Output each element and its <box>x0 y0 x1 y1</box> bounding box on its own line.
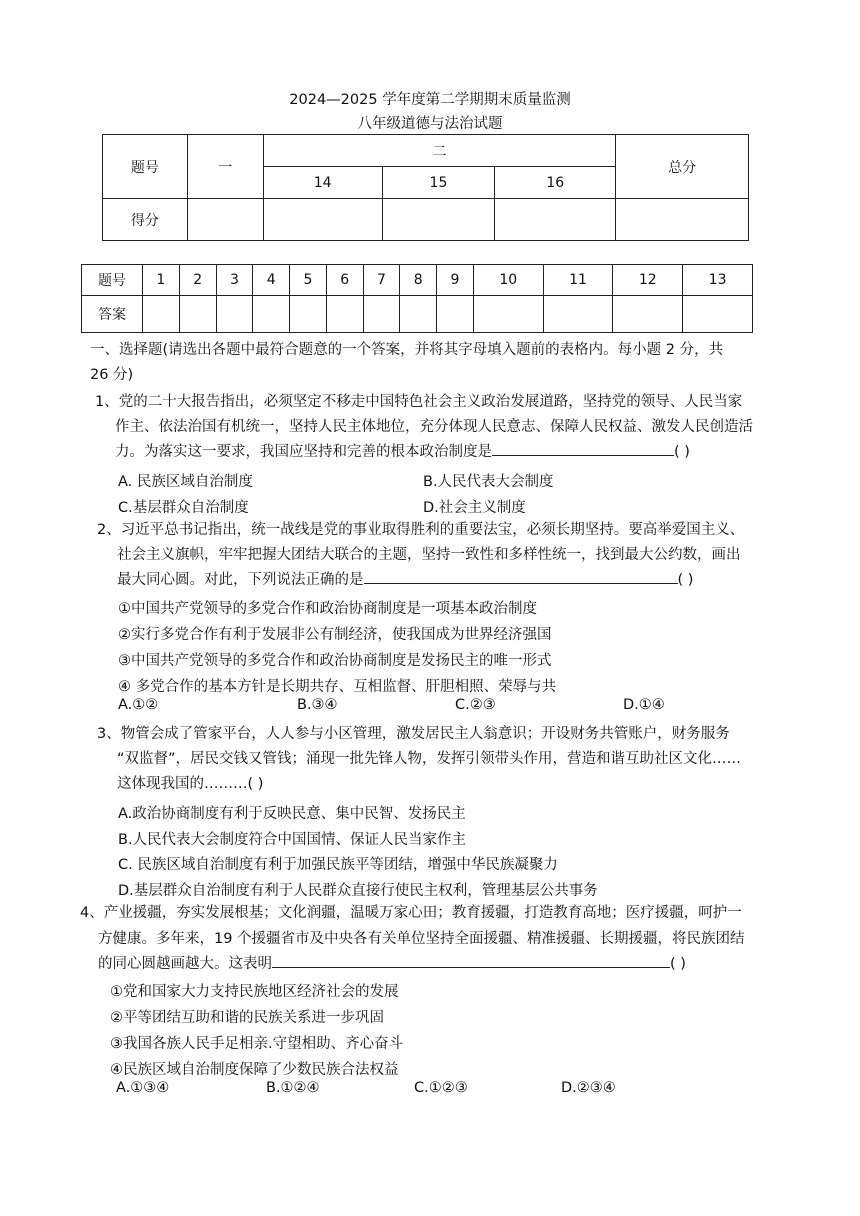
q4-stem-line1: 4、产业援疆，夯实发展根基；文化润疆，温暖万家心田；教育援疆，打造教育高地；医疗援疆，呵护一 <box>80 905 742 921</box>
q2-statement-2: ②实行多党合作有利于发展非公有制经济，使我国成为世界经济强国 <box>118 627 552 643</box>
q2-option-d: D.①④ <box>623 697 665 713</box>
answer-cell <box>400 296 437 333</box>
question-number-cell: 3 <box>216 265 253 296</box>
answer-cell <box>143 296 180 333</box>
answer-table-label-no: 题号 <box>82 265 143 296</box>
q1-option-a: A. 民族区域自治制度 <box>118 474 253 490</box>
question-number-cell: 13 <box>683 265 753 296</box>
answer-cell <box>437 296 474 333</box>
question-number-cell: 2 <box>179 265 216 296</box>
score-table-sub15: 15 <box>382 167 495 199</box>
q4-option-c: C.①②③ <box>414 1080 468 1096</box>
q1-paren: ( ) <box>674 444 690 460</box>
q2-stem-line3 <box>117 567 693 593</box>
answer-cell <box>543 296 613 333</box>
question-number-cell: 7 <box>363 265 400 296</box>
q3-option-b: B.人民代表大会制度符合中国国情、保证人民当家作主 <box>118 832 467 848</box>
answer-cell <box>290 296 327 333</box>
score-cell <box>187 199 263 241</box>
q4-option-a: A.①③④ <box>116 1080 170 1096</box>
q4-paren: ( ) <box>670 956 686 972</box>
question-number-cell: 1 <box>143 265 180 296</box>
q3-stem-line2: “双监督”，居民交钱又管钱；涌现一批先锋人物，发挥引领带头作用，营造和谐互助社区文化…… <box>117 751 742 767</box>
score-table-total: 总分 <box>616 135 749 199</box>
score-cell <box>382 199 495 241</box>
q4-stem-line2: 方健康。多年来，19 个援疆省市及中央各有关单位坚持全面援疆、精准援疆、长期援疆，将民族团结 <box>98 931 745 947</box>
q4-statement-1: ①党和国家大力支持民族地区经济社会的发展 <box>110 984 399 1000</box>
score-table <box>102 134 749 241</box>
q1-blank <box>492 439 674 456</box>
answer-table <box>81 264 753 333</box>
exam-subtitle: 八年级道德与法治试题 <box>357 116 503 132</box>
answer-cell <box>363 296 400 333</box>
score-table-label-no: 题号 <box>103 135 188 199</box>
question-number-cell: 9 <box>437 265 474 296</box>
q2-option-b: B.③④ <box>297 697 338 713</box>
q4-stem-line3 <box>98 951 686 977</box>
q2-blank <box>364 567 678 584</box>
q2-option-c: C.②③ <box>455 697 496 713</box>
q1-option-c: C.基层群众自治制度 <box>118 500 249 516</box>
q3-option-d: D.基层群众自治制度有利于人民群众直接行使民主权利，管理基层公共事务 <box>118 883 598 899</box>
q2-stem-line2: 社会主义旗帜，牢牢把握大团结大联合的主题，坚持一致性和多样性统一，找到最大公约数，画出 <box>117 547 741 563</box>
q1-stem-line1: 1、党的二十大报告指出，必须坚定不移走中国特色社会主义政治发展道路，坚持党的领导、人民当家 <box>95 394 743 410</box>
score-table-sub14: 14 <box>263 167 382 199</box>
score-cell <box>263 199 382 241</box>
exam-title: 2024—2025 学年度第二学期期末质量监测 <box>289 92 571 108</box>
q1-stem-text: 力。为落实这一要求，我国应坚持和完善的根本政治制度是 <box>115 444 492 460</box>
q1-stem-line2: 作主、依法治国有机统一，坚持人民主体地位，充分体现人民意志、保障人民权益、激发人民创造活 <box>115 419 753 435</box>
score-table-part2: 二 <box>263 135 615 167</box>
q4-statement-3: ③我国各族人民手足相亲.守望相助、齐心奋斗 <box>110 1036 404 1052</box>
q4-statement-4: ④民族区域自治制度保障了少数民族合法权益 <box>110 1062 399 1078</box>
answer-cell <box>216 296 253 333</box>
answer-cell <box>473 296 543 333</box>
question-number-cell: 4 <box>253 265 290 296</box>
answer-cell <box>253 296 290 333</box>
answer-table-label-answer: 答案 <box>82 296 143 333</box>
question-number-cell: 12 <box>613 265 683 296</box>
q4-stem-text: 的同心圆越画越大。这表明 <box>98 956 272 972</box>
q2-stem-text: 最大同心圆。对此，下列说法正确的是 <box>117 572 364 588</box>
q2-paren: ( ) <box>677 572 694 588</box>
answer-cell <box>326 296 363 333</box>
q2-statement-4: ④ 多党合作的基本方针是长期共存、互相监督、肝胆相照、荣辱与共 <box>118 679 557 695</box>
answer-cell <box>683 296 753 333</box>
q4-blank <box>272 951 670 968</box>
q3-option-a: A.政治协商制度有利于反映民意、集中民智、发扬民主 <box>118 806 466 822</box>
section1-instructions-cont: 26 分) <box>90 367 134 383</box>
q1-stem-line3 <box>115 439 690 465</box>
score-table-part1: 一 <box>187 135 263 199</box>
score-table-label-score: 得分 <box>103 199 188 241</box>
q2-option-a: A.①② <box>118 697 159 713</box>
q4-statement-2: ②平等团结互助和谐的民族关系进一步巩固 <box>110 1010 384 1026</box>
q3-stem-line3: 这体现我国的………( ) <box>117 776 264 792</box>
answer-cell <box>179 296 216 333</box>
question-number-cell: 8 <box>400 265 437 296</box>
score-cell <box>616 199 749 241</box>
section1-instructions: 一、选择题(请选出各题中最符合题意的一个答案，并将其字母填入题前的表格内。每小题 2 分，共 <box>90 342 724 358</box>
answer-cell <box>613 296 683 333</box>
q2-stem-line1: 2、习近平总书记指出，统一战线是党的事业取得胜利的重要法宝，必须长期坚持。要高举爱国主义、 <box>97 522 745 538</box>
question-number-cell: 6 <box>326 265 363 296</box>
q1-option-b: B.人民代表大会制度 <box>423 474 554 490</box>
q4-option-d: D.②③④ <box>561 1080 616 1096</box>
question-number-cell: 10 <box>473 265 543 296</box>
q3-stem-line1: 3、物管会成了管家平台，人人参与小区管理，激发居民主人翁意识；开设财务共管账户，财务服务 <box>97 726 730 742</box>
q2-statement-1: ①中国共产党领导的多党合作和政治协商制度是一项基本政治制度 <box>118 601 537 617</box>
score-table-sub16: 16 <box>495 167 616 199</box>
q1-option-d: D.社会主义制度 <box>423 500 526 516</box>
q3-option-c: C. 民族区域自治制度有利于加强民族平等团结，增强中华民族凝聚力 <box>118 857 558 873</box>
q2-statement-3: ③中国共产党领导的多党合作和政治协商制度是发扬民主的唯一形式 <box>118 653 552 669</box>
question-number-cell: 11 <box>543 265 613 296</box>
q4-option-b: B.①②④ <box>266 1080 320 1096</box>
question-number-cell: 5 <box>290 265 327 296</box>
score-cell <box>495 199 616 241</box>
